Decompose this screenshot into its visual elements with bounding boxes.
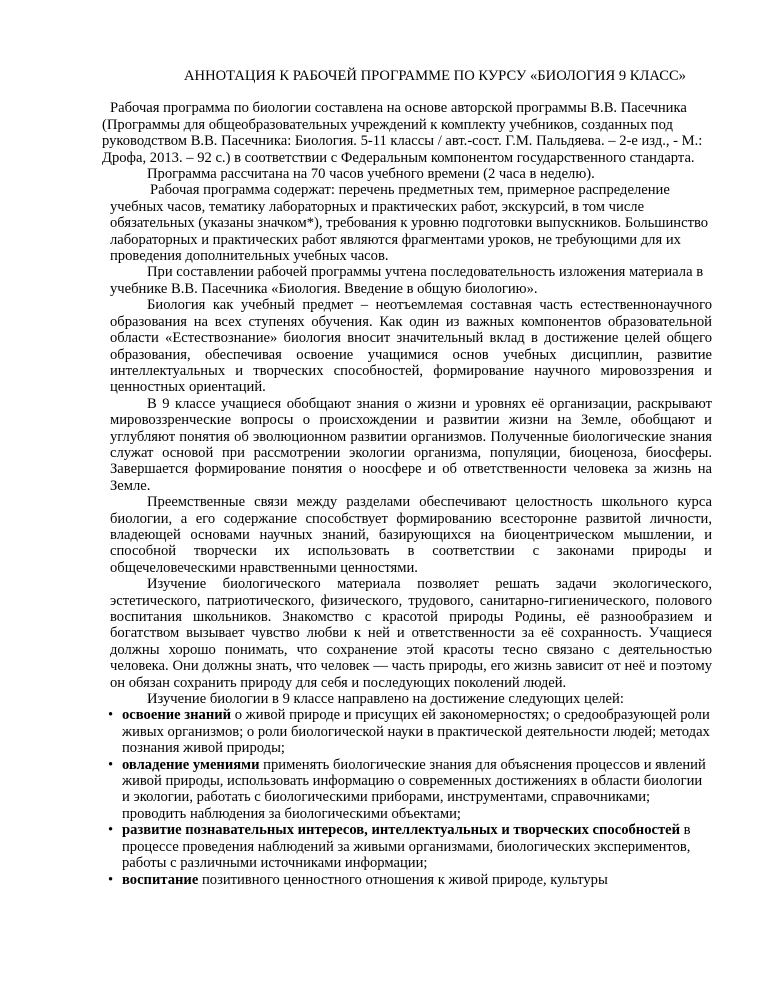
paragraph-continuity: Преемственные связи между разделами обеспечивают целостность школьного курса биологии, а его содержание способствует формированию всесторонне развитой личности, владеющей основами научных знаний, базирующихся на биоцентрическом мышлении, и способной творчески их использовать в соответствии с законами природы и общечеловеческими нравственными ценностями. (110, 494, 712, 576)
goal-text: о живой природе и присущих ей закономерностях; о средообразующей роли живых организмов; о роли биологической науки в практической деятельности людей; методах познания живой природы; (122, 707, 710, 757)
goal-bold-label: развитие познавательных интересов, интеллектуальных и творческих способностей (122, 822, 681, 839)
goal-bold-label: освоение знаний (122, 707, 232, 724)
paragraph-grade-9: В 9 классе учащиеся обобщают знания о жизни и уровнях её организации, раскрывают мировоззренческие вопросы о происхождении и развитии жизни на Земле, обобщают и углубляют понятия об эволюционном развитии организмов. Полученные биологические знания служат основой при рассмотрении экологии организма, популяции, биоценоза, биосферы. Завершается формирование понятия о ноосфере и об ответственности человека за жизнь на Земле. (110, 395, 712, 494)
paragraph-biology-subject: Биология как учебный предмет – неотъемлемая составная часть естественнонаучного образования на всех ступенях обучения. Как один из важных компонентов образовательной области «Естествознание» биология вносит значительный вклад в достижение целей общего образования, обеспечивая освоение учащимися основ учебных дисциплин, развитие интеллектуальных и творческих способностей, формирование научного мировоззрения и ценностных ориентаций. (110, 297, 712, 396)
paragraph-goals-intro: Изучение биологии в 9 классе направлено на достижение следующих целей: (147, 691, 624, 708)
paragraph-textbook: При составлении рабочей программы учтена последовательность изложения материала в учебнике В.В. Пасечника «Биология. Введение в общую биологию». (110, 264, 704, 297)
bullet-icon: • (108, 871, 114, 888)
list-item (108, 707, 712, 756)
list-item (108, 822, 712, 871)
list-item (108, 872, 712, 888)
goals-list (110, 707, 712, 887)
document-page (102, 68, 712, 888)
goal-text: применять биологические знания для объяснения процессов и явлений живой природы, использовать информацию о современных достижениях в области биологии и экологии, работать с биологическими приборами, инструментами, справочниками; проводить наблюдения за биологическими объектами; (122, 756, 706, 822)
goal-bold-label: овладение умениями (122, 756, 260, 773)
document-title: АННОТАЦИЯ К РАБОЧЕЙ ПРОГРАММЕ ПО КУРСУ «БИОЛОГИЯ 9 КЛАСС» (184, 68, 686, 84)
goal-text: позитивного ценностного отношения к живой природе, культуры (198, 871, 608, 888)
list-item (108, 757, 712, 823)
bullet-icon: • (108, 822, 114, 839)
bullet-icon: • (108, 707, 114, 724)
goal-bold-label: воспитание (122, 871, 199, 888)
paragraph-education-tasks: Изучение биологического материала позволяет решать задачи экологического, эстетического, патриотического, физического, трудового, санитарно-гигиенического, полового воспитания школьников. Знакомство с красотой природы Родины, её разнообразием и богатством вызывает чувство любви к ней и ответственности за её сохранность. Учащиеся должны хорошо понимать, что сохранение этой красоты тесно связано с деятельностью человека. Они должны знать, что человек — часть природы, его жизнь зависит от неё и поэтому он обязан сохранить природу для себя и последующих поколений людей. (110, 576, 712, 691)
paragraph-intro: Рабочая программа по биологии составлена на основе авторской программы В.В. Пасечника (Программы для общеобразовательных учреждений к комплекту учебников, созданных под руководством В.В. Пасечника: Биология. 5-11 классы / авт.-сост. Г.М. Пальдяева. – 2-е изд., - М.: Дрофа, 2013. – 92 с.) в соответствии с Федеральным компонентом государственного стандарта. (102, 100, 703, 166)
paragraph-contents: Рабочая программа содержат: перечень предметных тем, примерное распределение учебных часов, тематику лабораторных и практических работ, экскурсий, в том числе обязательных (указаны значком*), требования к уровню подготовки выпускников. Большинство лабораторных и практических работ являются фрагментами уроков, не требующими для их проведения дополнительных учебных часов. (110, 182, 709, 265)
bullet-icon: • (108, 756, 114, 773)
goal-text: в процессе проведения наблюдений за живыми организмами, биологических экспериментов, работы с различными источниками информации; (122, 822, 691, 872)
paragraph-hours: Программа рассчитана на 70 часов учебного времени (2 часа в неделю). (147, 166, 595, 183)
